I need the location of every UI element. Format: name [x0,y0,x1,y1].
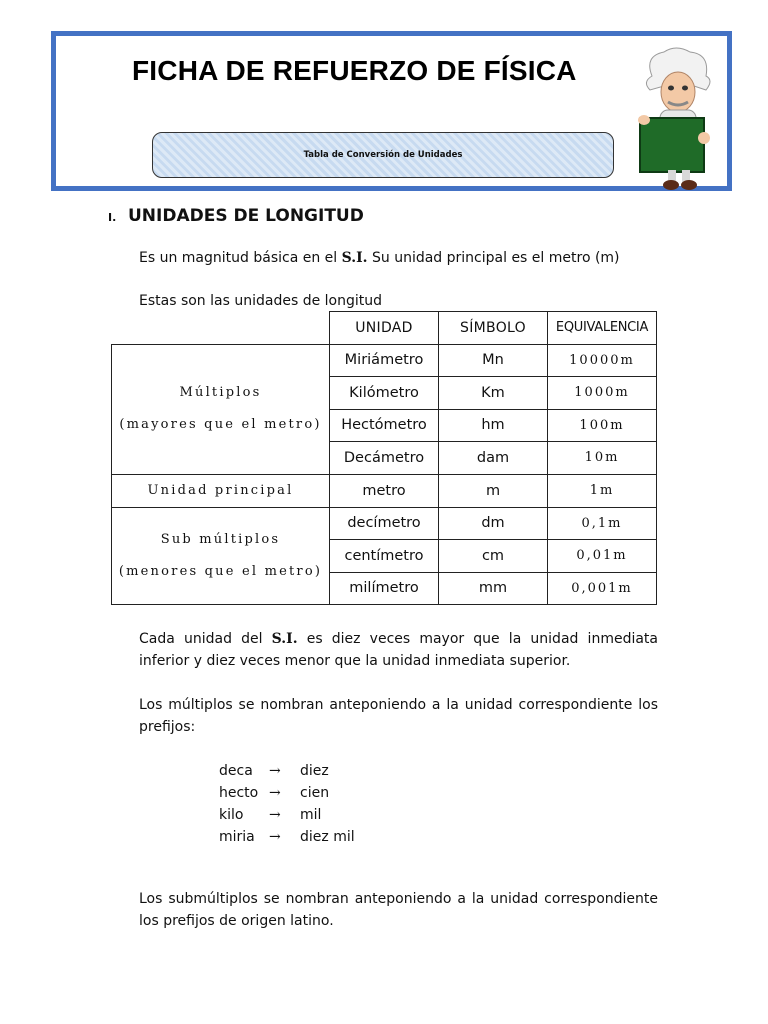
group-multiplos-desc: (mayores que el metro) [119,417,322,432]
arrow-right-icon: → [269,785,281,801]
prefix-meaning: cien [300,785,330,801]
paragraph-multiples: Los múltiplos se nombran anteponiendo a la unidad correspondiente los prefijos: [139,697,658,735]
subtitle-text: Tabla de Conversión de Unidades [303,150,463,160]
cell-unidad: Kilómetro [330,377,439,410]
cell-equivalencia: 0,001m [548,572,657,605]
cell-unidad: decímetro [330,507,439,540]
cell-equivalencia: 10000m [548,344,657,377]
section-number: I. [108,211,117,224]
list-item [219,760,355,782]
cell-simbolo: hm [439,409,548,442]
group-multiplos [112,344,330,474]
cell-equivalencia: 10m [548,442,657,475]
units-table [111,311,657,605]
list-item [219,804,355,826]
section-heading [108,206,364,226]
cell-equivalencia: 100m [548,409,657,442]
cell-unidad: Decámetro [330,442,439,475]
prefix-name: hecto [219,785,259,801]
header-equivalencia: EQUIVALENCIA [548,312,657,345]
cell-simbolo: dam [439,442,548,475]
table-corner [112,312,330,345]
table-row [112,507,657,540]
cell-equivalencia: 1000m [548,377,657,410]
cell-simbolo: m [439,474,548,507]
prefix-meaning: mil [300,807,322,823]
cell-simbolo: mm [439,572,548,605]
si-abbrev: S.I. [341,250,368,266]
cell-unidad: Hectómetro [330,409,439,442]
prefix-name: miria [219,829,255,845]
paragraph-si-relation [139,628,658,672]
group-principal: Unidad principal [112,474,330,507]
table-intro: Estas son las unidades de longitud [139,293,382,309]
prefix-list [219,760,355,848]
cell-unidad: milímetro [330,572,439,605]
list-item [219,826,355,848]
cell-simbolo: dm [439,507,548,540]
table-row [112,474,657,507]
prefix-name: kilo [219,807,244,823]
cell-simbolo: Mn [439,344,548,377]
list-item [219,782,355,804]
table-row [112,344,657,377]
para1-text-1: Cada unidad del [139,631,272,647]
arrow-right-icon: → [269,807,281,823]
scientist-mascot-icon [634,46,718,191]
intro-text-2: Su unidad principal es el metro (m) [367,250,620,266]
page-title: FICHA DE REFUERZO DE FÍSICA [132,55,577,86]
arrow-right-icon: → [269,763,281,779]
subtitle-banner [152,132,614,178]
cell-unidad: metro [330,474,439,507]
table-header-row [112,312,657,345]
cell-unidad: centímetro [330,540,439,573]
para1-text-2: es diez veces mayor que la unidad inmediata inferior y diez veces menor que la unidad inmediata superior. [139,631,658,669]
header-unidad: UNIDAD [330,312,439,345]
prefix-meaning: diez [300,763,329,779]
cell-unidad: Miriámetro [330,344,439,377]
prefix-name: deca [219,763,253,779]
group-submultiplos-title: Sub múltiplos [160,531,281,547]
cell-simbolo: cm [439,540,548,573]
section-title: UNIDADES DE LONGITUD [128,206,364,226]
group-submultiplos [112,507,330,605]
header-simbolo: SÍMBOLO [439,312,548,345]
cell-equivalencia: 0,1m [548,507,657,540]
intro-paragraph [139,247,658,269]
prefix-meaning: diez mil [300,829,355,845]
cell-equivalencia: 0,01m [548,540,657,573]
paragraph-submultiples: Los submúltiplos se nombran anteponiendo a la unidad correspondiente los prefijos de origen latino. [139,891,658,929]
si-abbrev: S.I. [271,631,298,647]
intro-text-1: Es un magnitud básica en el [139,250,342,266]
group-submultiplos-desc: (menores que el metro) [118,563,323,579]
cell-simbolo: Km [439,377,548,410]
cell-equivalencia: 1m [548,474,657,507]
group-multiplos-title: Múltiplos [179,385,262,400]
arrow-right-icon: → [269,829,281,845]
